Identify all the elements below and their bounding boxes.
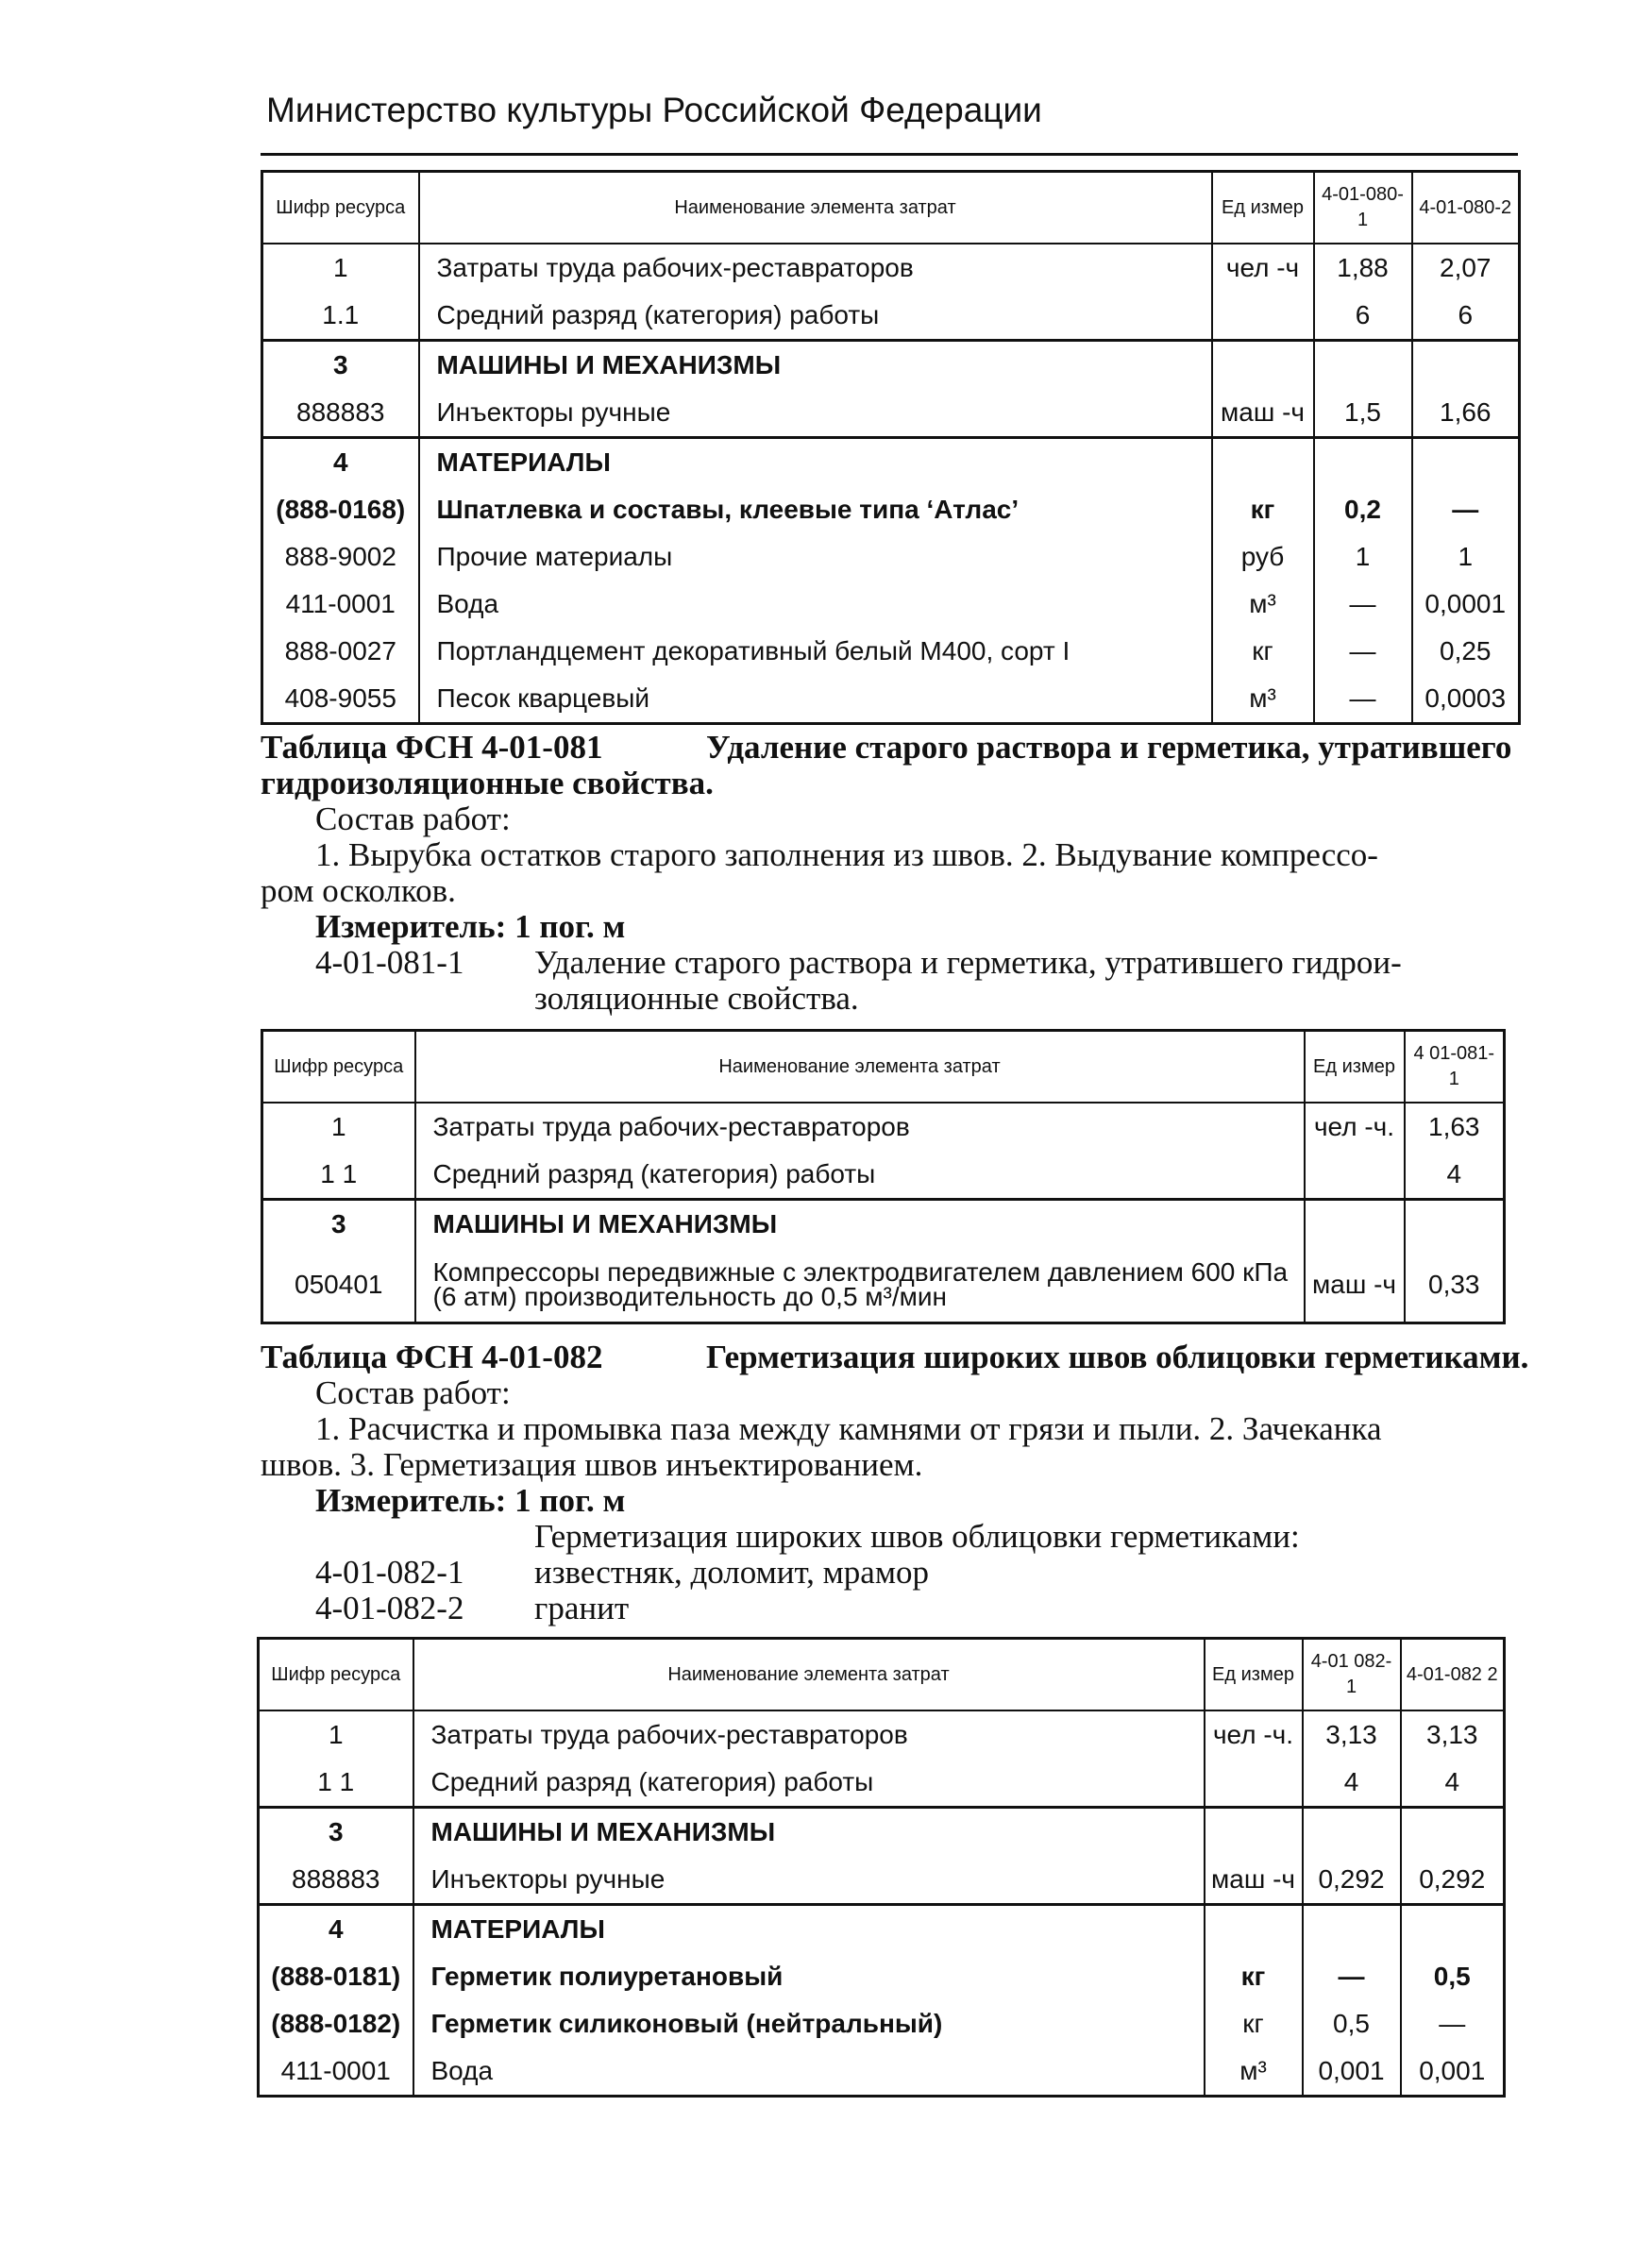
resource-table-4-01-081 [261,1029,1506,1324]
table-row [262,292,1520,341]
row-name: Вода [413,2047,1205,2097]
row-code: 411-0001 [262,581,419,628]
row-value-a: 4 [1303,1759,1401,1808]
row-value-b: 0,0003 [1412,675,1520,724]
header-col-b: 4-01-080-2 [1412,172,1520,244]
table-row [259,1759,1505,1808]
row-code: 411-0001 [259,2047,413,2097]
row-unit: чел -ч [1212,244,1314,292]
table-header-row [262,172,1520,244]
resource-table-4-01-080 [261,170,1521,725]
row-code: 3 [262,341,419,390]
row-value-a: 1,63 [1405,1103,1505,1151]
row-code: 1 [259,1710,413,1759]
row-value-b: 6 [1412,292,1520,341]
row-value-a: — [1314,628,1412,675]
row-code: (888-0168) [262,486,419,533]
row-value-a [1303,1808,1401,1857]
row-value-a: 1 [1314,533,1412,581]
row-name: МАТЕРИАЛЫ [419,438,1212,487]
row-name: Прочие материалы [419,533,1212,581]
section-title-081-line1: Удаление старого раствора и герметика, утратившего [706,729,1512,766]
row-value-b: 4 [1401,1759,1505,1808]
row-name: Затраты труда рабочих-реставраторов [415,1103,1305,1151]
row-value-b: 1,66 [1412,389,1520,438]
row-code: 408-9055 [262,675,419,724]
row-value-a: — [1303,1953,1401,2000]
norm-code-082-1: 4-01-082-1 [315,1554,464,1591]
row-unit [1205,1759,1303,1808]
header-unit: Ед измер [1212,172,1314,244]
table-row [262,1103,1505,1151]
row-code: 050401 [262,1248,415,1323]
header-name: Наименование элемента затрат [415,1031,1305,1104]
row-code: 1 1 [259,1759,413,1808]
row-code: 3 [262,1200,415,1249]
table-header-row [262,1031,1505,1104]
row-unit: маш -ч [1212,389,1314,438]
row-value-b: 3,13 [1401,1710,1505,1759]
row-unit: кг [1205,2000,1303,2047]
row-value-a: 1,5 [1314,389,1412,438]
table-row [262,675,1520,724]
row-value-a: 0,33 [1405,1248,1505,1323]
table-label-082: Таблица ФСН 4-01-082 [261,1339,603,1375]
table-row [262,1248,1505,1323]
row-unit [1305,1200,1405,1249]
row-value-a: 1,88 [1314,244,1412,292]
row-value-b [1412,438,1520,487]
row-name: Затраты труда рабочих-реставраторов [419,244,1212,292]
norm-text-082-2: гранит [534,1590,630,1626]
row-unit: кг [1212,628,1314,675]
row-value-b [1401,1808,1505,1857]
composition-text-081-line2: ром осколков. [261,872,456,909]
table-row [262,581,1520,628]
row-value-a: 0,001 [1303,2047,1401,2097]
row-name: Вода [419,581,1212,628]
row-name: МАШИНЫ И МЕХАНИЗМЫ [413,1808,1205,1857]
header-unit: Ед измер [1205,1639,1303,1711]
row-name: Инъекторы ручные [419,389,1212,438]
row-name: Песок кварцевый [419,675,1212,724]
composition-label-082: Состав работ: [315,1374,511,1411]
row-value-b: 0,292 [1401,1856,1505,1905]
row-name: МАШИНЫ И МЕХАНИЗМЫ [419,341,1212,390]
meter-082: Измеритель: 1 пог. м [315,1482,626,1519]
row-code: 888-9002 [262,533,419,581]
row-value-a: 0,292 [1303,1856,1401,1905]
header-col-a: 4-01 082-1 [1303,1639,1401,1711]
row-value-a: — [1314,675,1412,724]
header-col-a: 4-01-080-1 [1314,172,1412,244]
table-label-081: Таблица ФСН 4-01-081 [261,729,603,766]
table-row [259,2000,1505,2047]
table-row [259,1953,1505,2000]
row-value-b: — [1412,486,1520,533]
row-code: 1 [262,1103,415,1151]
norm-text-081-1-line2: золяционные свойства. [534,980,859,1017]
row-unit [1305,1151,1405,1200]
norm-intro-082: Герметизация широких швов облицовки герметиками: [534,1518,1300,1555]
row-name: Средний разряд (категория) работы [419,292,1212,341]
table-row [262,628,1520,675]
row-value-b [1401,1905,1505,1954]
section-row-machines [262,341,1520,390]
row-value-a [1314,341,1412,390]
norm-text-081-1-line1: Удаление старого раствора и герметика, утратившего гидрои- [534,944,1402,981]
table-row [262,486,1520,533]
row-unit: кг [1212,486,1314,533]
row-unit: м³ [1212,675,1314,724]
row-name: МАШИНЫ И МЕХАНИЗМЫ [415,1200,1305,1249]
header-name: Наименование элемента затрат [413,1639,1205,1711]
header-code: Шифр ресурса [262,1031,415,1104]
header-name: Наименование элемента затрат [419,172,1212,244]
row-name: Затраты труда рабочих-реставраторов [413,1710,1205,1759]
row-unit [1205,1905,1303,1954]
table-row [259,1856,1505,1905]
table-row [262,533,1520,581]
row-code: 1 1 [262,1151,415,1200]
row-code: (888-0182) [259,2000,413,2047]
row-name: Портландцемент декоративный белый М400, сорт I [419,628,1212,675]
row-value-a: 4 [1405,1151,1505,1200]
row-unit [1212,438,1314,487]
row-unit [1212,292,1314,341]
row-value-a: 6 [1314,292,1412,341]
row-unit [1212,341,1314,390]
section-row-machines [262,1200,1505,1249]
row-name: Шпатлевка и составы, клеевые типа ‘Атлас’ [419,486,1212,533]
page-header-title: Министерство культуры Российской Федерации [266,91,1042,129]
resource-table-4-01-082 [257,1637,1506,2098]
row-code: 4 [259,1905,413,1954]
row-name: Средний разряд (категория) работы [415,1151,1305,1200]
row-code: (888-0181) [259,1953,413,2000]
row-value-a: — [1314,581,1412,628]
row-unit: руб [1212,533,1314,581]
header-code: Шифр ресурса [262,172,419,244]
row-value-b: 0,001 [1401,2047,1505,2097]
row-value-b: — [1401,2000,1505,2047]
row-value-b: 0,0001 [1412,581,1520,628]
composition-text-082-line1: 1. Расчистка и промывка паза между камнями от грязи и пыли. 2. Зачеканка [315,1410,1382,1447]
row-value-b: 1 [1412,533,1520,581]
row-unit: м³ [1212,581,1314,628]
row-unit: чел -ч. [1205,1710,1303,1759]
row-unit: маш -ч [1205,1856,1303,1905]
table-row [262,244,1520,292]
row-unit: маш -ч [1305,1248,1405,1323]
row-name: МАТЕРИАЛЫ [413,1905,1205,1954]
row-name: Герметик силиконовый (нейтральный) [413,2000,1205,2047]
table-header-row [259,1639,1505,1711]
header-col-b: 4-01-082 2 [1401,1639,1505,1711]
row-name: Компрессоры передвижные с электродвигателем давлением 600 кПа (6 атм) производительность до 0,5 м³/мин [415,1248,1305,1323]
header-unit: Ед измер [1305,1031,1405,1104]
row-value-b: 0,25 [1412,628,1520,675]
section-title-082: Герметизация широких швов облицовки герметиками. [706,1339,1529,1375]
section-title-081-line2: гидроизоляционные свойства. [261,765,714,801]
section-row-materials [262,438,1520,487]
row-value-b: 2,07 [1412,244,1520,292]
composition-text-082-line2: швов. 3. Герметизация швов инъектированием. [261,1446,923,1483]
row-code: 888883 [259,1856,413,1905]
row-value-a: 0,5 [1303,2000,1401,2047]
meter-081: Измеритель: 1 пог. м [315,908,626,945]
row-unit: кг [1205,1953,1303,2000]
composition-label-081: Состав работ: [315,800,511,837]
composition-text-081-line1: 1. Вырубка остатков старого заполнения из швов. 2. Выдувание компрессо- [315,836,1378,873]
norm-text-082-1: известняк, доломит, мрамор [534,1554,929,1591]
row-code: 1 [262,244,419,292]
table-row [259,1710,1505,1759]
row-value-a [1314,438,1412,487]
row-value-a [1405,1200,1505,1249]
row-name: Инъекторы ручные [413,1856,1205,1905]
row-value-a [1303,1905,1401,1954]
section-row-materials [259,1905,1505,1954]
table-row [259,2047,1505,2097]
header-divider [261,153,1518,156]
section-row-machines [259,1808,1505,1857]
row-name: Средний разряд (категория) работы [413,1759,1205,1808]
row-code: 3 [259,1808,413,1857]
table-row [262,1151,1505,1200]
row-unit [1205,1808,1303,1857]
header-code: Шифр ресурса [259,1639,413,1711]
row-name: Герметик полиуретановый [413,1953,1205,2000]
row-code: 1.1 [262,292,419,341]
row-unit: чел -ч. [1305,1103,1405,1151]
header-col-a: 4 01-081-1 [1405,1031,1505,1104]
norm-code-082-2: 4-01-082-2 [315,1590,464,1626]
row-value-a: 3,13 [1303,1710,1401,1759]
row-code: 888883 [262,389,419,438]
row-value-b: 0,5 [1401,1953,1505,2000]
row-value-a: 0,2 [1314,486,1412,533]
row-value-b [1412,341,1520,390]
row-code: 888-0027 [262,628,419,675]
row-unit: м³ [1205,2047,1303,2097]
row-code: 4 [262,438,419,487]
norm-code-081-1: 4-01-081-1 [315,944,464,981]
table-row [262,389,1520,438]
